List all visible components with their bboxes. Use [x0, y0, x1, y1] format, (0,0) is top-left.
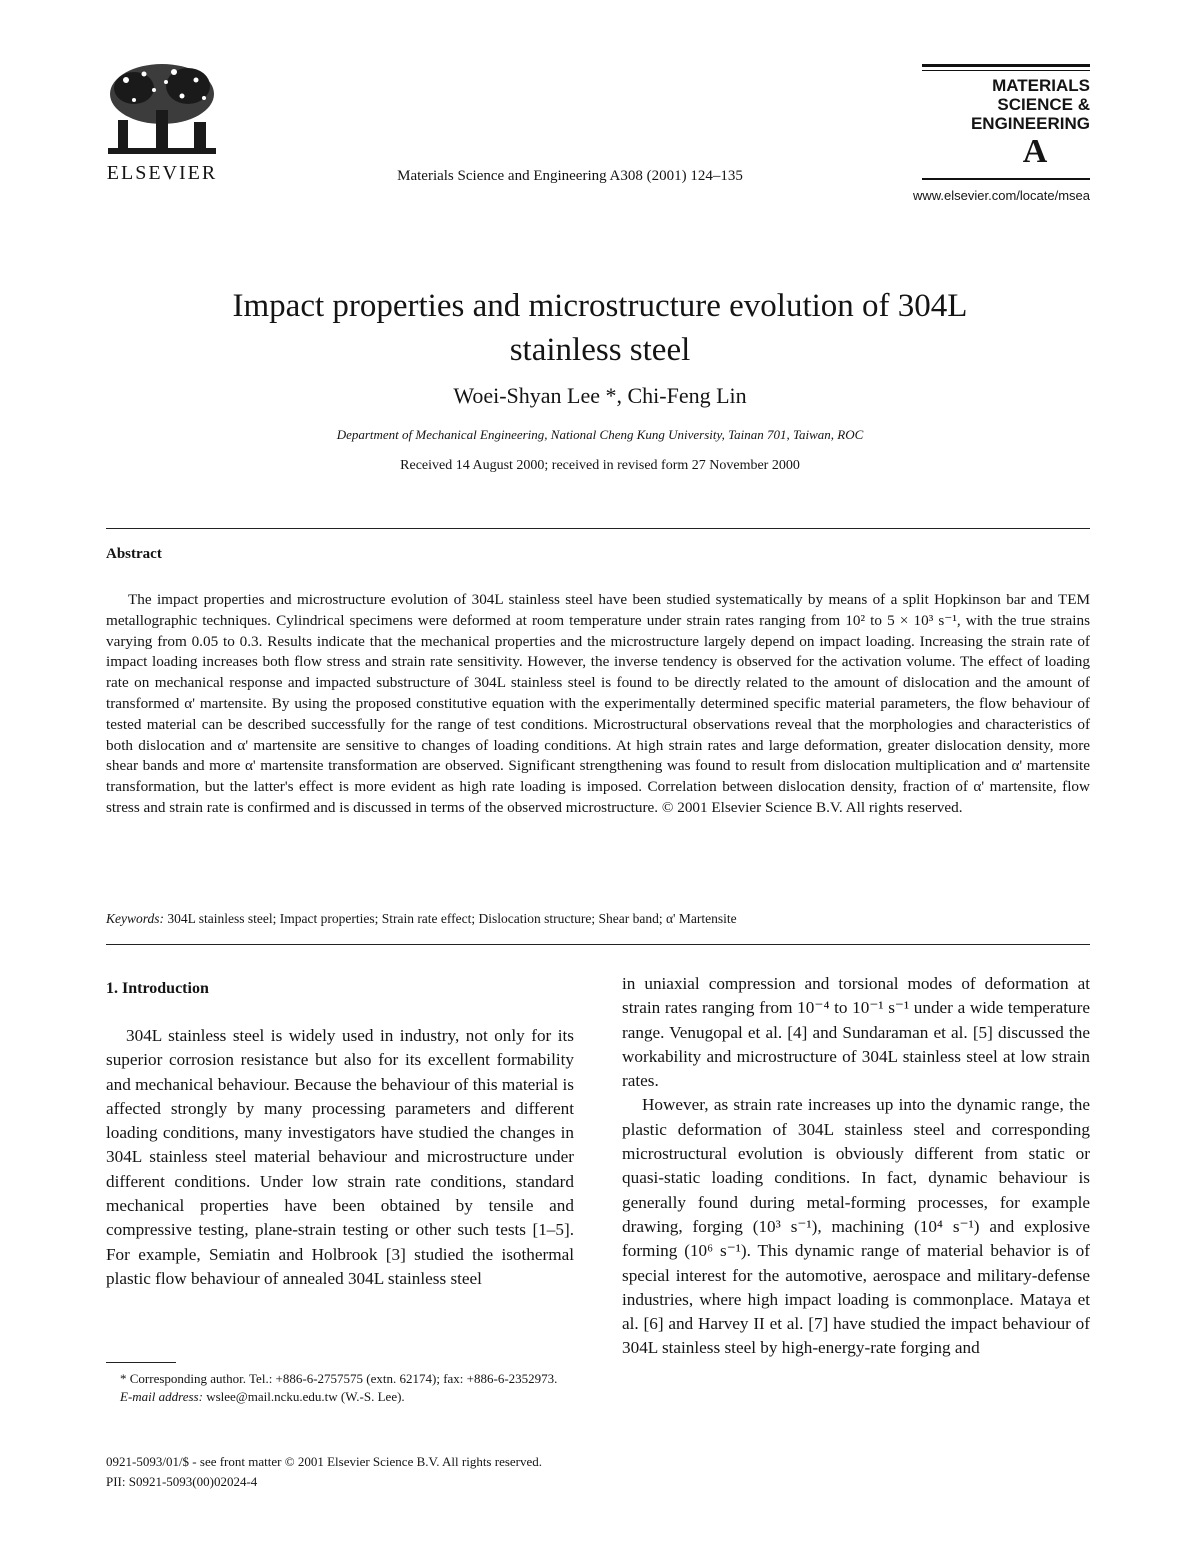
left-column — [106, 1024, 574, 1291]
right-column — [622, 972, 1090, 1361]
journal-logo-line-1: MATERIALS — [992, 76, 1090, 95]
email-note — [106, 1388, 574, 1406]
page-footer — [106, 1452, 806, 1492]
footnote — [106, 1370, 574, 1406]
email-label: E-mail address: — [120, 1389, 203, 1404]
article-title — [100, 284, 1100, 372]
paragraph: However, as strain rate increases up into the dynamic range, the plastic deformation of 304L stainless steel and corresponding microstructural evolution is obviously different from static or quasi-static loading conditions. In fact, dynamic behaviour is generally found during metal-forming processes, for example drawing, forging (10³ s⁻¹), machining (10⁴ s⁻¹) and explosive forming (10⁶ s⁻¹). This dynamic range of material behavior is of special interest for the automotive, aerospace and military-defense industries, where high impact loading is commonplace. Mataya et al. [6] and Harvey II et al. [7] have studied the impact behaviour of 304L stainless steel by high-energy-rate forging and — [622, 1095, 1090, 1358]
title-line-2: stainless steel — [509, 332, 691, 368]
journal-logo — [922, 76, 1090, 169]
journal-logo-rule-bottom — [922, 178, 1090, 180]
authors: Woei-Shyan Lee *, Chi-Feng Lin — [453, 383, 747, 408]
journal-logo-line-3: ENGINEERING — [970, 114, 1090, 133]
section-heading: 1. Introduction — [106, 980, 209, 997]
footnote-rule — [106, 1362, 176, 1363]
paragraph: 304L stainless steel is widely used in industry, not only for its superior corrosion resistance but also for its excellent formability and mechanical behaviour. Because the behaviour of this material is affected strongly by many processing parameters and different loading conditions, many investigators have studied the changes in 304L stainless steel material behaviour and microstructure under different conditions. Under low strain rate conditions, standard mechanical properties have been obtained by tensile and compressive testing, plane-strain testing or other such tests [1–5]. For example, Semiatin and Holbrook [3] studied the isothermal plastic flow behaviour of annealed 304L stainless steel — [106, 1026, 574, 1288]
abstract-heading: Abstract — [106, 546, 162, 562]
journal-url-link[interactable]: www.elsevier.com/locate/msea — [912, 188, 1090, 203]
divider-bottom — [106, 944, 1090, 945]
keywords-list: 304L stainless steel; Impact properties; Strain rate effect; Dislocation structure; Shear band; α' Martensite — [164, 911, 737, 926]
copyright-line: 0921-5093/01/$ - see front matter © 2001 Elsevier Science B.V. All rights reserved. — [106, 1454, 543, 1469]
keywords-label: Keywords: — [106, 911, 164, 926]
affiliation: Department of Mechanical Engineering, National Cheng Kung University, Tainan 701, Taiwan, ROC — [336, 427, 864, 442]
email-link[interactable]: wslee@mail.ncku.edu.tw (W.-S. Lee). — [202, 1389, 405, 1404]
journal-logo-line-2: SCIENCE & — [997, 95, 1090, 114]
corresponding-author-note: * Corresponding author. Tel.: +886-6-2757575 (extn. 62174); fax: +886-6-2352973. — [120, 1371, 558, 1386]
journal-citation: Materials Science and Engineering A308 (2001) 124–135 — [397, 168, 743, 184]
journal-logo-rule-thin — [922, 70, 1090, 71]
title-line-1: Impact properties and microstructure evolution of 304L — [232, 288, 968, 324]
received-dates: Received 14 August 2000; received in revised form 27 November 2000 — [400, 458, 800, 473]
journal-logo-rule-top — [922, 64, 1090, 67]
divider-top — [106, 528, 1090, 529]
publisher-name: ELSEVIER — [106, 162, 218, 184]
tree-emblem-icon — [104, 60, 220, 160]
keywords — [106, 911, 1090, 927]
pii-line: PII: S0921-5093(00)02024-4 — [106, 1474, 258, 1489]
paragraph: in uniaxial compression and torsional modes of deformation at strain rates ranging from 10⁻⁴ to 10⁻¹ s⁻¹ under a wide temperature range. Venugopal et al. [4] and Sundaraman et al. [5] discussed the workability and microstructure of 304L stainless steel at low strain rates. — [622, 974, 1090, 1091]
abstract-text: The impact properties and microstructure evolution of 304L stainless steel have been studied systematically by means of a split Hopkinson bar and TEM metallographic techniques. Cylindrical specimens were deformed at room temperature under strain rates ranging from 10² to 5 × 10³ s⁻¹, with the true strains varying from 0.05 to 0.3. Results indicate that the mechanical properties and the microstructure largely depend on impact loading. Increasing the strain rate of impact loading increases both flow stress and strain rate sensitivity. However, the inverse tendency is observed for the activation volume. The effect of loading rate on mechanical response and impacted substructure of 304L stainless steel is found to be directly related to the amount of dislocation and the amount of transformed α' martensite. By using the proposed constitutive equation with the experimentally determined specific material parameters, the flow behaviour of tested material can be described successfully for the range of test conditions. Microstructural observations reveal that the morphologies and characteristics of both dislocation and α' martensite are sensitive to changes of loading conditions. At high strain rates and large deformation, greater dislocation density, more shear bands and more α' martensite transformation are observed. Significant strengthening was found to result from dislocation multiplication and α' martensite transformation, but the latter's effect is more evident as high rate loading is imposed. Correlation between dislocation density, fraction of α' martensite, flow stress and strain rate is confirmed and is discussed in terms of the observed microstructure. © 2001 Elsevier Science B.V. All rights reserved. — [106, 591, 1090, 816]
publisher-logo — [104, 60, 220, 188]
journal-logo-letter: A — [1022, 133, 1048, 170]
